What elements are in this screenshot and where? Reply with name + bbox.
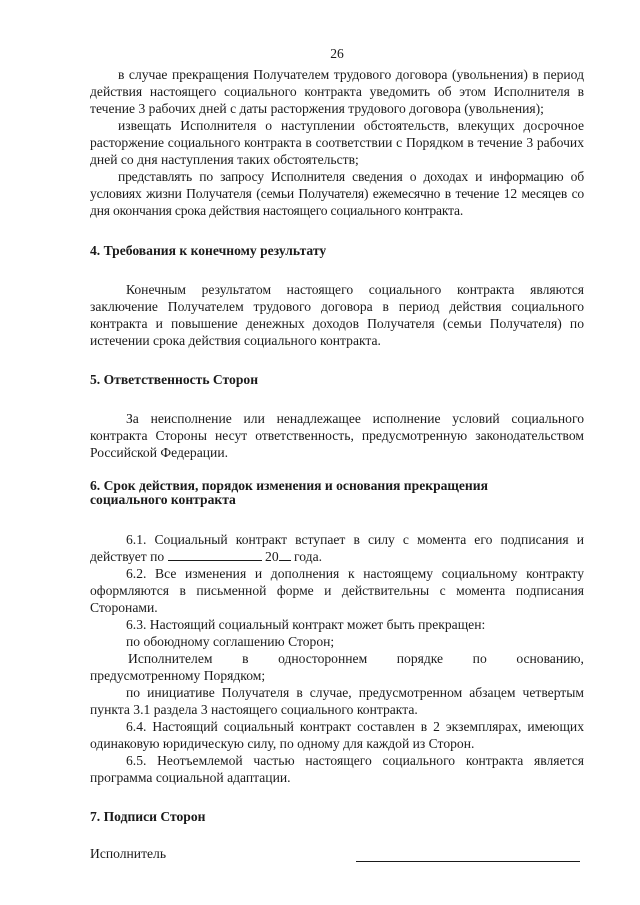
executor-signature-line bbox=[356, 847, 580, 862]
section-6-heading-line-2: социального контракта bbox=[90, 492, 236, 507]
executor-label: Исполнитель bbox=[90, 846, 167, 861]
page-number: 26 bbox=[330, 46, 344, 61]
word: Исполнителем bbox=[128, 651, 213, 666]
word: основанию, bbox=[516, 651, 584, 666]
year-prefix: 20 bbox=[265, 549, 279, 564]
clause-6-5: 6.5. Неотъемлемой частью настоящего социального контракта является программа социальной адаптации. bbox=[90, 753, 584, 785]
clause-6-3-executor-line bbox=[90, 650, 584, 667]
word: в bbox=[242, 651, 249, 666]
word: по bbox=[472, 651, 487, 666]
clause-6-1-end: года. bbox=[294, 549, 323, 564]
section-6-heading-line-1: 6. Срок действия, порядок изменения и основания прекращения bbox=[90, 478, 488, 493]
end-date-blank bbox=[168, 548, 262, 561]
clause-6-3-executor-cont: предусмотренному Порядком; bbox=[90, 668, 266, 683]
clause-6-3-recipient: по инициативе Получателя в случае, предусмотренном абзацем четвертым пункта 3.1 раздела 3 настоящего социального контракта. bbox=[90, 685, 584, 717]
clause-6-1 bbox=[90, 531, 584, 565]
obligation-notify-circumstances: извещать Исполнителя о наступлении обстоятельств, влекущих досрочное расторжение социального контракта в соответствии с Порядком в течение 3 рабочих дней со дня наступления таких обстоятельств; bbox=[90, 118, 584, 167]
clause-6-4: 6.4. Настоящий социальный контракт составлен в 2 экземплярах, имеющих одинаковую юридическую силу, по одному для каждой из Сторон. bbox=[90, 719, 584, 751]
clause-6-1-text: 6.1. Социальный контракт вступает в силу с момента его подписания и действует по bbox=[90, 532, 584, 564]
clause-6-2: 6.2. Все изменения и дополнения к настоящему социальному контракту оформляются в письменной форме и действительны с момента подписания Сторонами. bbox=[90, 566, 584, 615]
section-4-heading: 4. Требования к конечному результату bbox=[90, 243, 327, 258]
clause-6-3: 6.3. Настоящий социальный контракт может быть прекращен: bbox=[126, 617, 486, 632]
section-7-heading: 7. Подписи Сторон bbox=[90, 809, 206, 824]
section-5-heading: 5. Ответственность Сторон bbox=[90, 372, 259, 387]
executor-signature-row bbox=[90, 845, 584, 862]
obligation-notify-dismissal: в случае прекращения Получателем трудового договора (увольнения) в период действия настоящего социального контракта уведомить об этом Исполнителя в течение 3 рабочих дней с даты расторжения трудового договора (увольнения); bbox=[90, 67, 584, 116]
clause-6-3-mutual: по обоюдному соглашению Сторон; bbox=[126, 634, 335, 649]
section-4-text: Конечным результатом настоящего социального контракта являются заключение Получателем трудового договора в период действия социального контракта и повышение денежных доходов Получателя (семьи Получателя) по истечении срока действия социального контракта. bbox=[90, 282, 584, 348]
word: одностороннем bbox=[278, 651, 368, 666]
year-blank bbox=[279, 548, 291, 561]
word: порядке bbox=[396, 651, 444, 666]
obligation-provide-income-info: представлять по запросу Исполнителя сведения о доходах и информацию об условиях жизни Получателя (семьи Получателя) ежемесячно в течение 12 месяцев со дня окончания срока действия настоящего социального контракта. bbox=[90, 169, 584, 218]
section-5-text: За неисполнение или ненадлежащее исполнение условий социального контракта Стороны несут ответственность, предусмотренную законодательством Российской Федерации. bbox=[90, 411, 584, 460]
